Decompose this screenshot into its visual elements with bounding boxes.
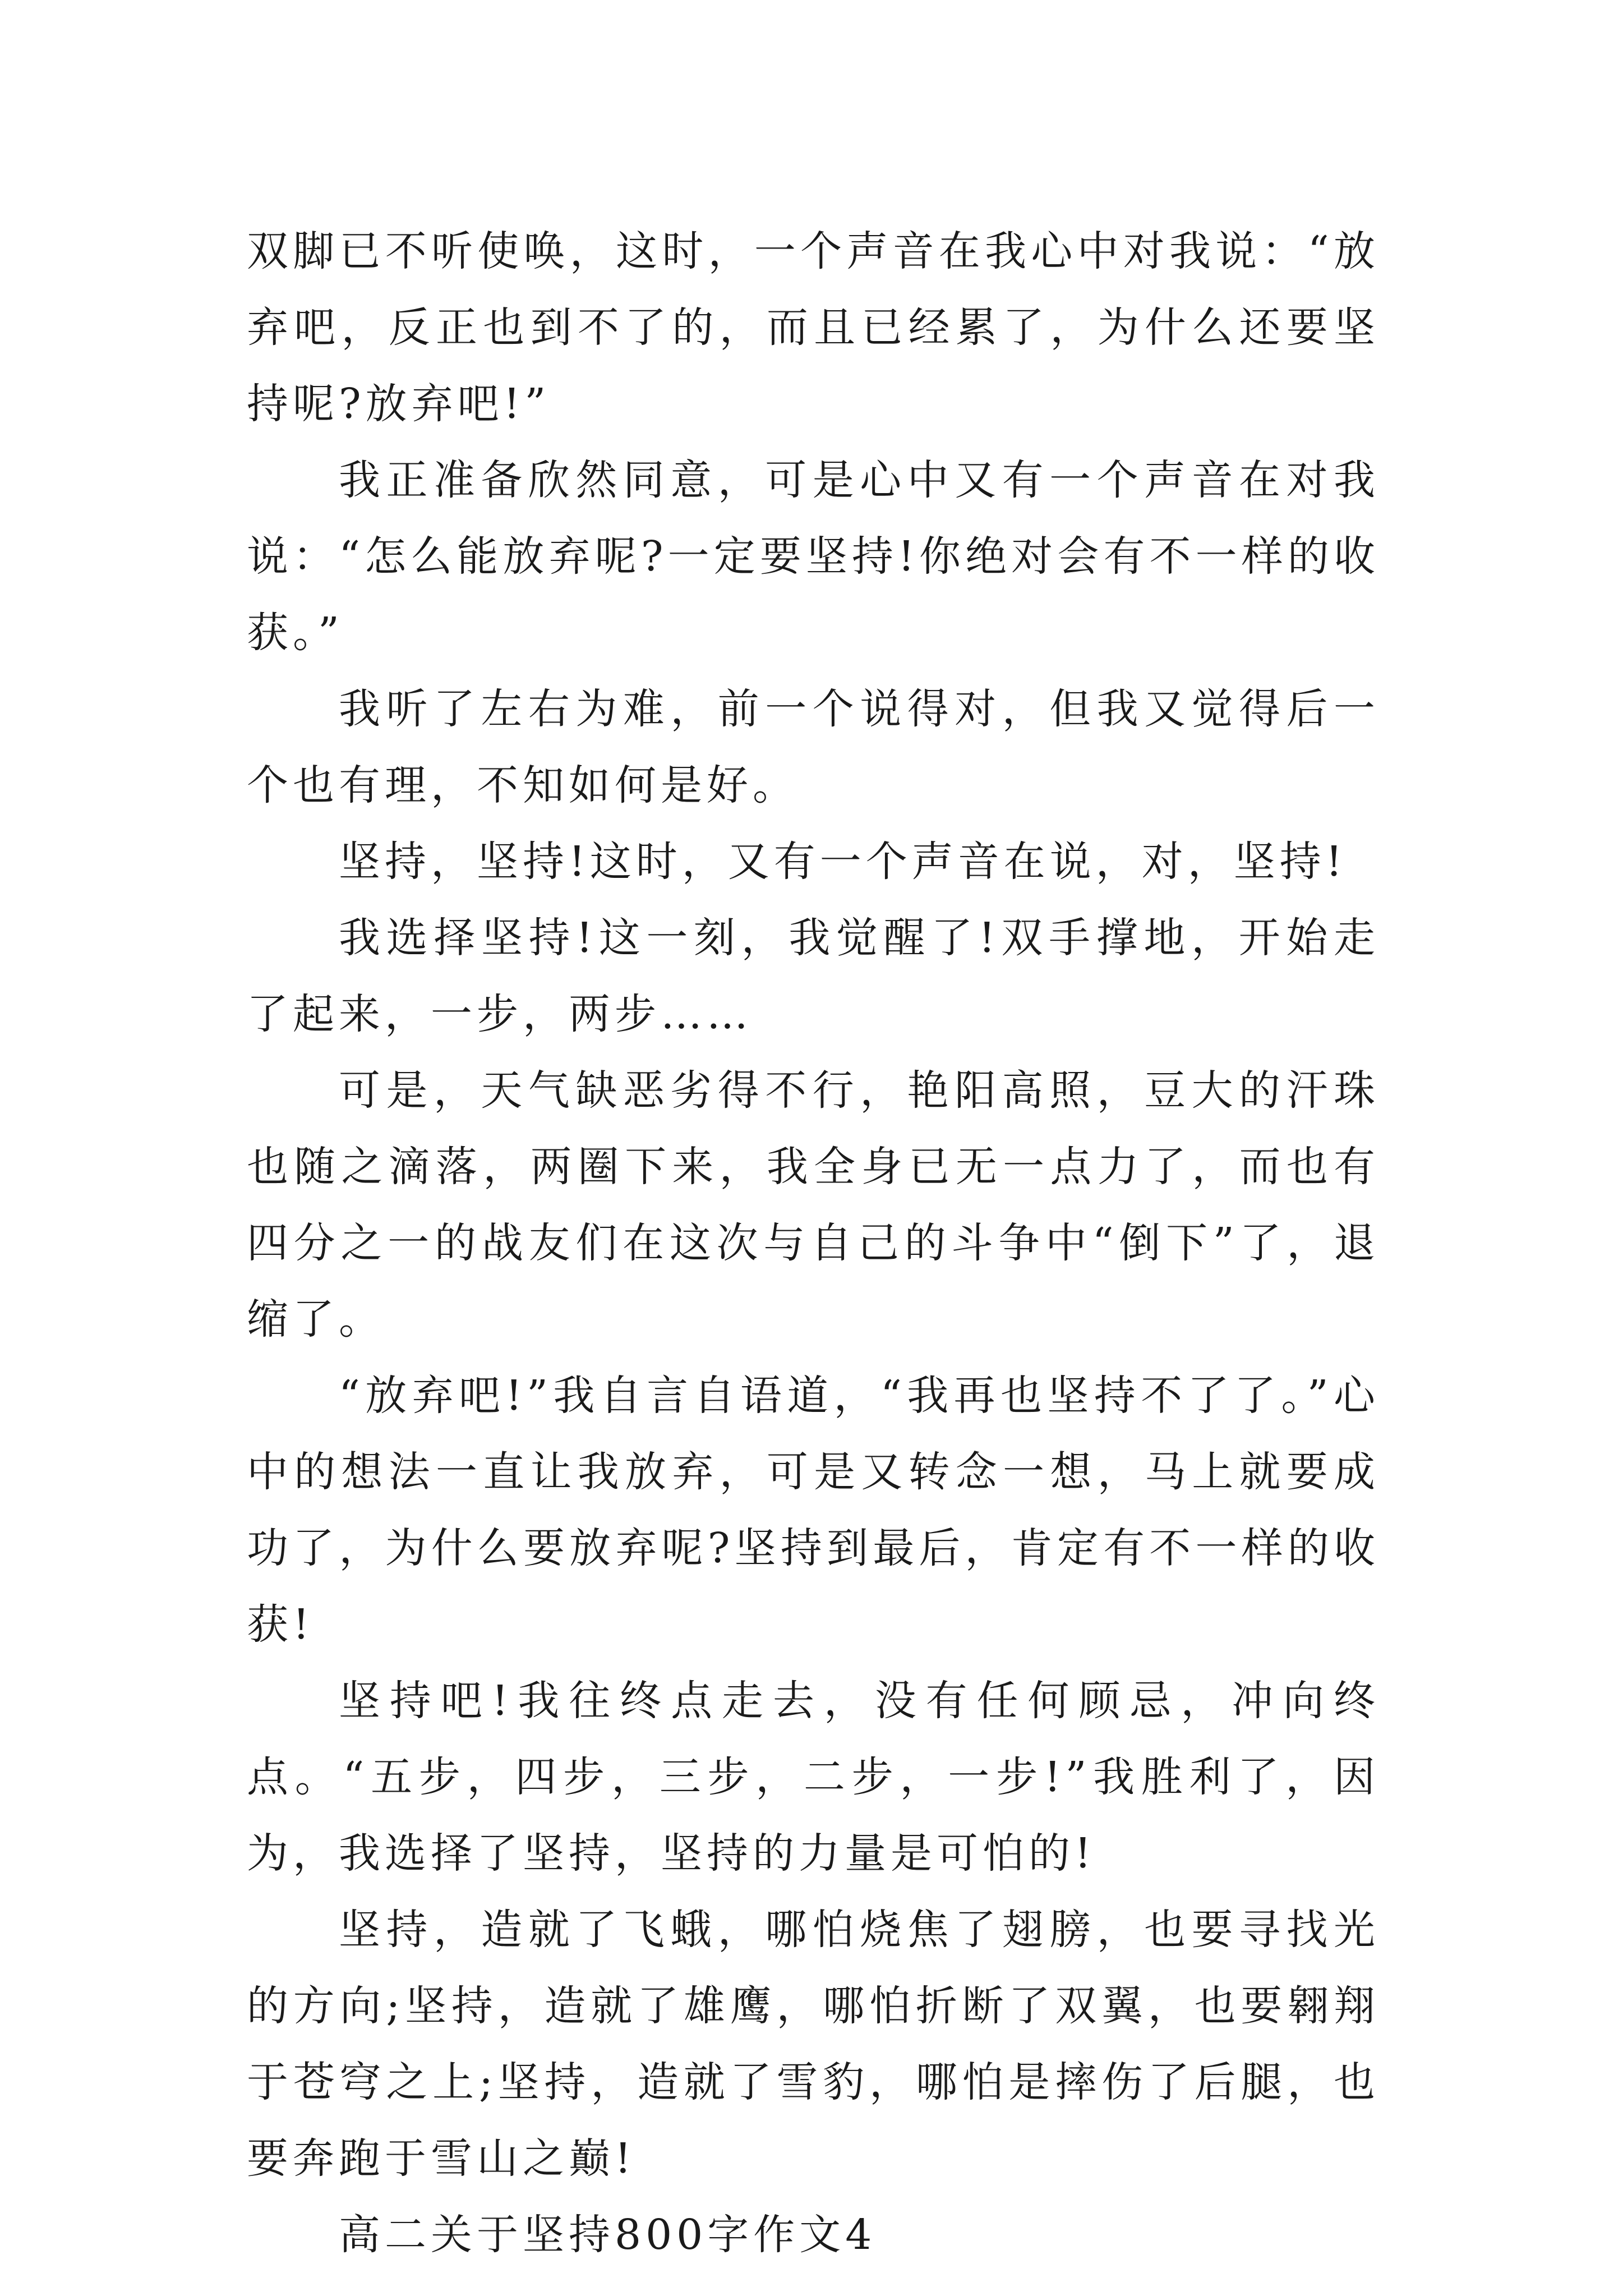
paragraph-7: “放弃吧!”我自言自语道，“我再也坚持不了了。”心中的想法一直让我放弃，可是又转念一想，马上就要成功了，为什么要放弃呢?坚持到最后，肯定有不一样的收获! bbox=[247, 1372, 1380, 1649]
paragraph-1: 双脚已不听使唤，这时，一个声音在我心中对我说：“放弃吧，反正也到不了的，而且已经累了，为什么还要坚持呢?放弃吧!” bbox=[247, 227, 1380, 428]
section-heading: 高二关于坚持800字作文4 bbox=[339, 2211, 877, 2259]
paragraph-3: 我听了左右为难，前一个说得对，但我又觉得后一个也有理，不知如何是好。 bbox=[247, 685, 1380, 809]
paragraph-5: 我选择坚持!这一刻，我觉醒了!双手撑地，开始走了起来，一步，两步…… bbox=[247, 914, 1380, 1038]
paragraph-4: 坚持，坚持!这时，又有一个声音在说，对，坚持! bbox=[339, 838, 1347, 886]
paragraph-9: 坚持，造就了飞蛾，哪怕烧焦了翅膀，也要寻找光的方向;坚持，造就了雄鹰，哪怕折断了双翼，也要翱翔于苍穹之上;坚持，造就了雪豹，哪怕是摔伤了后腿，也要奔跑于雪山之巅! bbox=[247, 1906, 1380, 2183]
paragraph-8: 坚持吧!我往终点走去，没有任何顾忌，冲向终点。“五步，四步，三步，二步，一步!”我胜利了，因为，我选择了坚持，坚持的力量是可怕的! bbox=[247, 1677, 1380, 1878]
document-page bbox=[247, 213, 1380, 2273]
paragraph-2: 我正准备欣然同意，可是心中又有一个声音在对我说：“怎么能放弃呢?一定要坚持!你绝对会有不一样的收获。” bbox=[247, 456, 1380, 657]
paragraph-6: 可是，天气缺恶劣得不行，艳阳高照，豆大的汗珠也随之滴落，两圈下来，我全身已无一点力了，而也有四分之一的战友们在这次与自己的斗争中“倒下”了，退缩了。 bbox=[247, 1066, 1380, 1343]
